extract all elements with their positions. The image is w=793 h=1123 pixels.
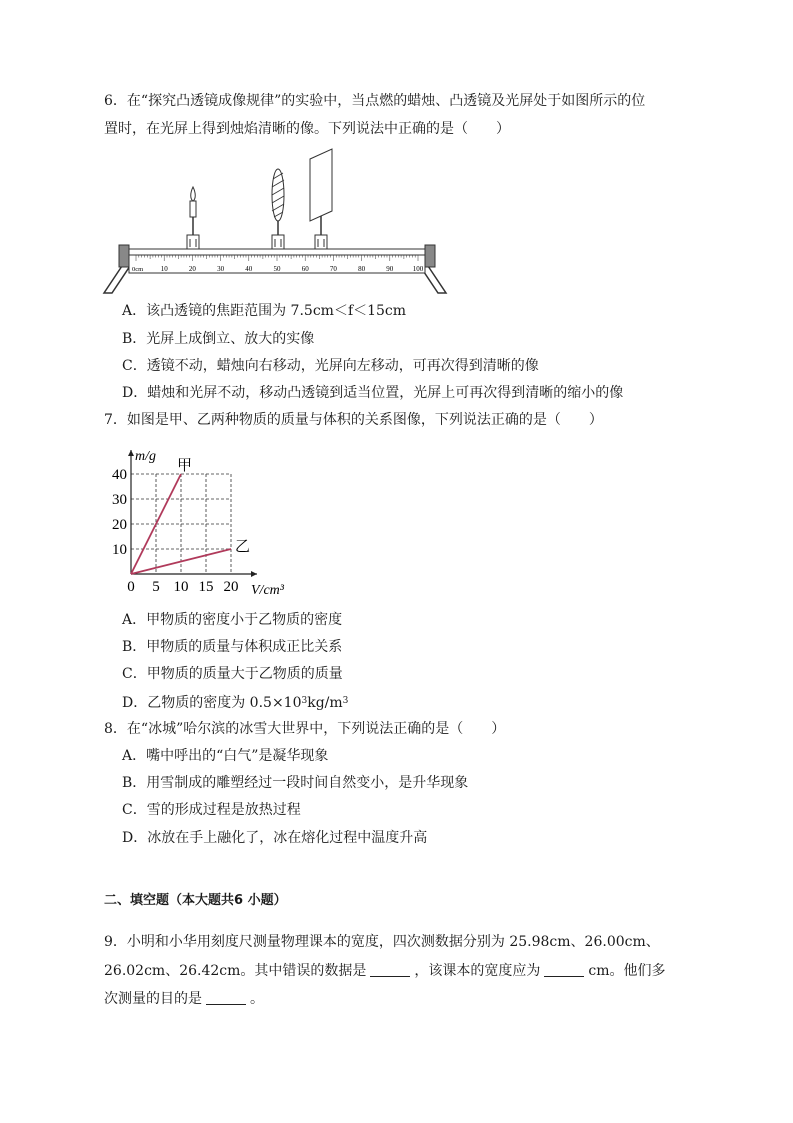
q7-option-d-unit-exp: 3 bbox=[342, 696, 349, 706]
bench-tick-label: 10 bbox=[160, 265, 168, 273]
x-tick-label: 10 bbox=[173, 579, 189, 595]
q9-line1: 9．小明和小华用刻度尺测量物理课本的宽度，四次测数据分别为 25.98cm、26.00cm、 bbox=[104, 934, 660, 950]
bench-tick-label: 90 bbox=[386, 265, 394, 273]
q9-blank-3[interactable] bbox=[206, 990, 246, 1005]
optical-bench-figure bbox=[100, 145, 460, 295]
q9-line2-a: 26.02cm、26.42cm。其中错误的数据是 bbox=[104, 963, 367, 979]
bench-rail bbox=[129, 249, 425, 255]
y-tick-label: 20 bbox=[112, 517, 127, 533]
bench-right-end bbox=[425, 245, 435, 267]
q7-option-d[interactable] bbox=[122, 692, 348, 712]
q9-line2 bbox=[104, 962, 666, 980]
light-screen-icon bbox=[310, 149, 332, 249]
bench-tick-label: 20 bbox=[188, 265, 196, 273]
q6-option-a[interactable]: A．该凸透镜的焦距范围为 7.5cm＜f＜15cm bbox=[122, 303, 407, 319]
x-tick-label: 20 bbox=[223, 579, 239, 595]
q7-option-a[interactable]: A．甲物质的密度小于乙物质的密度 bbox=[122, 612, 343, 628]
q6-stem-line2: 置时，在光屏上得到烛焰清晰的像。下列说法中正确的是（ ） bbox=[104, 121, 510, 137]
bench-tick-label: 50 bbox=[273, 265, 281, 273]
bench-tick-label: 80 bbox=[358, 265, 366, 273]
q9-line2-b: ，该课本的宽度应为 bbox=[414, 963, 541, 979]
section-2-title: 二、填空题（本大题共6 小题） bbox=[104, 893, 287, 908]
chart-grid bbox=[131, 474, 231, 574]
q6-option-b[interactable]: B．光屏上成倒立、放大的实像 bbox=[122, 331, 315, 347]
x-tick-label: 0 bbox=[127, 579, 135, 595]
q7-option-d-exp: 3 bbox=[301, 696, 308, 706]
x-tick-label: 5 bbox=[152, 579, 160, 595]
bench-tick-label: 70 bbox=[329, 265, 337, 273]
q6-option-d[interactable]: D．蜡烛和光屏不动，移动凸透镜到适当位置，光屏上可再次得到清晰的缩小的像 bbox=[122, 385, 624, 401]
x-axis-arrow-icon bbox=[251, 571, 257, 577]
mass-volume-chart bbox=[100, 436, 300, 601]
chart-series bbox=[131, 457, 250, 574]
q7-option-c[interactable]: C．甲物质的质量大于乙物质的质量 bbox=[122, 666, 343, 682]
bench-unit-label: 0cm bbox=[132, 266, 144, 273]
y-axis-label: m/g bbox=[135, 449, 156, 464]
q9-blank-2[interactable] bbox=[544, 962, 584, 977]
q7-option-b[interactable]: B．甲物质的质量与体积成正比关系 bbox=[122, 639, 343, 655]
series-label-1: 甲 bbox=[177, 458, 193, 474]
bench-tick-label: 30 bbox=[217, 265, 225, 273]
q9-line3 bbox=[104, 990, 264, 1008]
y-tick-label: 40 bbox=[112, 467, 127, 483]
y-axis-arrow-icon bbox=[128, 450, 134, 456]
bench-tick-label: 60 bbox=[301, 265, 309, 273]
bench-tick-label: 100 bbox=[412, 265, 424, 273]
chart-tick-labels bbox=[112, 449, 285, 598]
q8-stem: 8．在“冰城”哈尔滨的冰雪大世界中，下列说法正确的是（ ） bbox=[104, 721, 506, 737]
q9-line2-c: cm。他们多 bbox=[588, 963, 666, 979]
q9-line3-b: 。 bbox=[250, 991, 264, 1007]
y-tick-label: 10 bbox=[112, 542, 127, 558]
series-label-2: 乙 bbox=[235, 539, 251, 555]
bench-left-end bbox=[119, 245, 129, 267]
q6-option-c[interactable]: C．透镜不动，蜡烛向右移动，光屏向左移动，可再次得到清晰的像 bbox=[122, 358, 539, 374]
q8-option-c[interactable]: C．雪的形成过程是放热过程 bbox=[122, 802, 301, 818]
q7-stem: 7．如图是甲、乙两种物质的质量与体积的关系图像，下列说法正确的是（ ） bbox=[104, 412, 603, 428]
convex-lens-icon bbox=[272, 169, 284, 249]
q6-stem-line1: 6．在“探究凸透镜成像规律”的实验中，当点燃的蜡烛、凸透镜及光屏处于如图所示的位 bbox=[104, 93, 646, 109]
candle-icon bbox=[187, 187, 199, 249]
x-axis-label: V/cm³ bbox=[251, 583, 284, 598]
q8-option-d[interactable]: D．冰放在手上融化了，冰在熔化过程中温度升高 bbox=[122, 830, 428, 846]
y-tick-label: 30 bbox=[112, 492, 127, 508]
q8-option-a[interactable]: A．嘴中呼出的“白气”是凝华现象 bbox=[122, 748, 329, 764]
q7-option-d-unit: kg/m bbox=[307, 695, 343, 711]
q9-blank-1[interactable] bbox=[370, 962, 410, 977]
q8-option-b[interactable]: B．用雪制成的雕塑经过一段时间自然变小，是升华现象 bbox=[122, 775, 469, 791]
bench-tick-label: 40 bbox=[245, 265, 253, 273]
q9-line3-a: 次测量的目的是 bbox=[104, 991, 202, 1007]
q7-option-d-prefix: D．乙物质的密度为 0.5×10 bbox=[122, 695, 302, 711]
x-tick-label: 15 bbox=[198, 579, 214, 595]
